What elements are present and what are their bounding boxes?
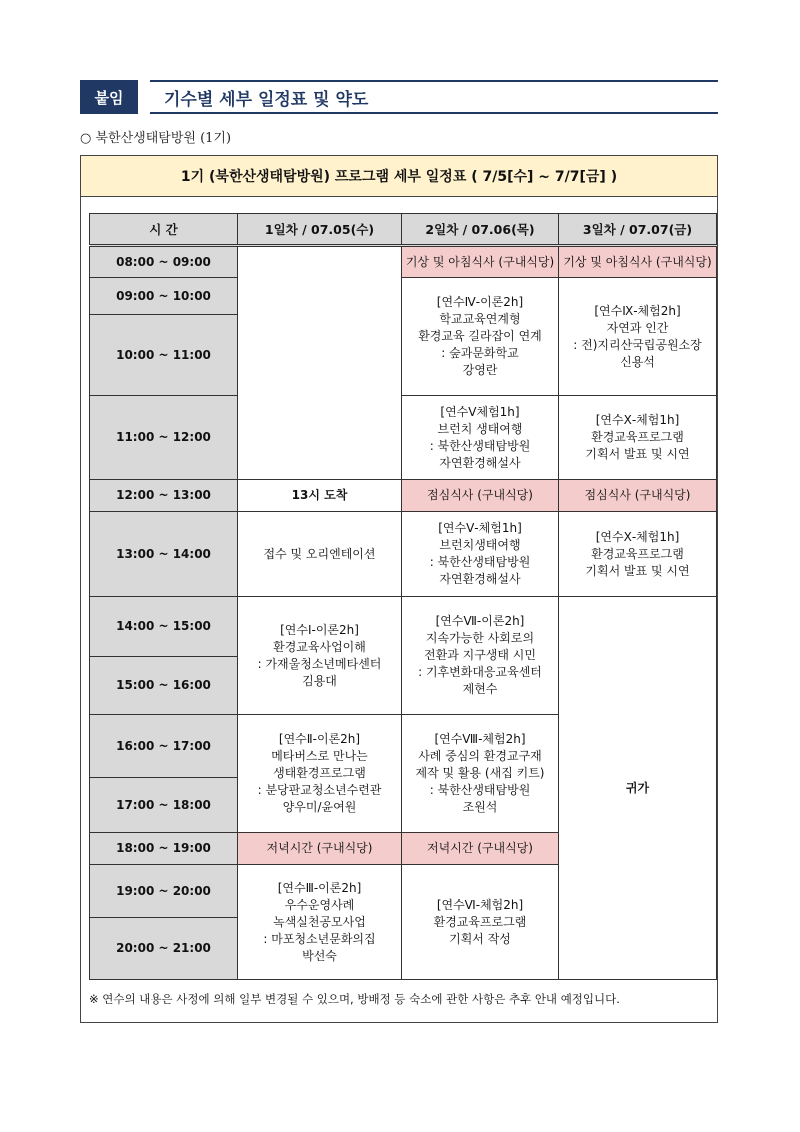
day2-dinner: 저녁시간 (구내식당) [402,833,559,865]
time-cell: 20:00 ~ 21:00 [90,918,238,980]
header-day1: 1일차 / 07.05(수) [238,214,402,246]
time-cell: 18:00 ~ 19:00 [90,833,238,865]
table-row [90,512,717,597]
day3-session-9: [연수Ⅸ-체험2h] 자연과 인간 : 전)지리산국립공원소장 신용석 [559,278,717,396]
day2-session-5b: [연수Ⅴ-체험1h] 브런치생태여행 : 북한산생태탐방원 자연환경해설사 [402,512,559,597]
day3-lunch: 점심식사 (구내식당) [559,480,717,512]
day1-empty-morning [238,246,402,480]
time-cell: 09:00 ~ 10:00 [90,278,238,315]
day2-session-7: [연수Ⅶ-이론2h] 지속가능한 사회로의 전환과 지구생태 시민 : 기후변화대응교육센터 제현수 [402,597,559,715]
time-cell: 08:00 ~ 09:00 [90,246,238,278]
schedule-table [89,213,717,980]
day1-dinner: 저녁시간 (구내식당) [238,833,402,865]
day3-return: 귀가 [559,597,717,980]
header-time: 시 간 [90,214,238,246]
schedule-banner: 1기 (북한산생태탐방원) 프로그램 세부 일정표 ( 7/5[수] ~ 7/7[금] ) [81,156,717,197]
header-day3: 3일차 / 07.07(금) [559,214,717,246]
day2-session-5a: [연수Ⅴ체험1h] 브런치 생태여행 : 북한산생태탐방원 자연환경해설사 [402,396,559,480]
day1-arrival: 13시 도착 [238,480,402,512]
day2-session-8: [연수Ⅷ-체험2h] 사례 중심의 환경교구재 제작 및 활용 (새집 키트) : 북한산생태탐방원 조원석 [402,715,559,833]
time-cell: 11:00 ~ 12:00 [90,396,238,480]
section-header [80,80,718,114]
time-cell: 19:00 ~ 20:00 [90,865,238,918]
table-row [90,396,717,480]
table-row [90,480,717,512]
table-row [90,278,717,315]
time-cell: 12:00 ~ 13:00 [90,480,238,512]
day2-lunch: 점심식사 (구내식당) [402,480,559,512]
header-day2: 2일차 / 07.06(목) [402,214,559,246]
day2-breakfast: 기상 및 아침식사 (구내식당) [402,246,559,278]
subtitle: ○ 북한산생태탐방원 (1기) [80,131,232,146]
footnote: ※ 연수의 내용은 사정에 의해 일부 변경될 수 있으며, 방배정 등 숙소에 관한 사항은 추후 안내 예정입니다. [89,992,620,1006]
day1-orientation: 접수 및 오리엔테이션 [238,512,402,597]
time-cell: 14:00 ~ 15:00 [90,597,238,657]
day1-session-1: [연수Ⅰ-이론2h] 환경교육사업이해 : 가재울청소년메타센터 김용대 [238,597,402,715]
day2-session-4: [연수Ⅳ-이론2h] 학교교육연계형 환경교육 길라잡이 연계 : 숲과문화학교 강영란 [402,278,559,396]
schedule-box [80,155,718,1023]
day3-session-10b: [연수Ⅹ-체험1h] 환경교육프로그램 기획서 발표 및 시연 [559,512,717,597]
day1-session-2: [연수Ⅱ-이론2h] 메타버스로 만나는 생태환경프로그램 : 분당판교청소년수련관 양우미/윤여원 [238,715,402,833]
day2-session-6: [연수Ⅵ-체험2h] 환경교육프로그램 기획서 작성 [402,865,559,980]
day1-session-3: [연수Ⅲ-이론2h] 우수운영사례 녹색실천공모사업 : 마포청소년문화의집 박선숙 [238,865,402,980]
time-cell: 10:00 ~ 11:00 [90,315,238,396]
section-title: 기수별 세부 일정표 및 약도 [150,80,718,114]
time-cell: 15:00 ~ 16:00 [90,657,238,715]
day3-session-10a: [연수Ⅹ-체험1h] 환경교육프로그램 기획서 발표 및 시연 [559,396,717,480]
day3-breakfast: 기상 및 아침식사 (구내식당) [559,246,717,278]
table-header-row [90,214,717,246]
table-row [90,246,717,278]
time-cell: 13:00 ~ 14:00 [90,512,238,597]
time-cell: 16:00 ~ 17:00 [90,715,238,778]
attachment-tag: 붙임 [80,80,138,114]
time-cell: 17:00 ~ 18:00 [90,778,238,833]
table-row [90,597,717,657]
